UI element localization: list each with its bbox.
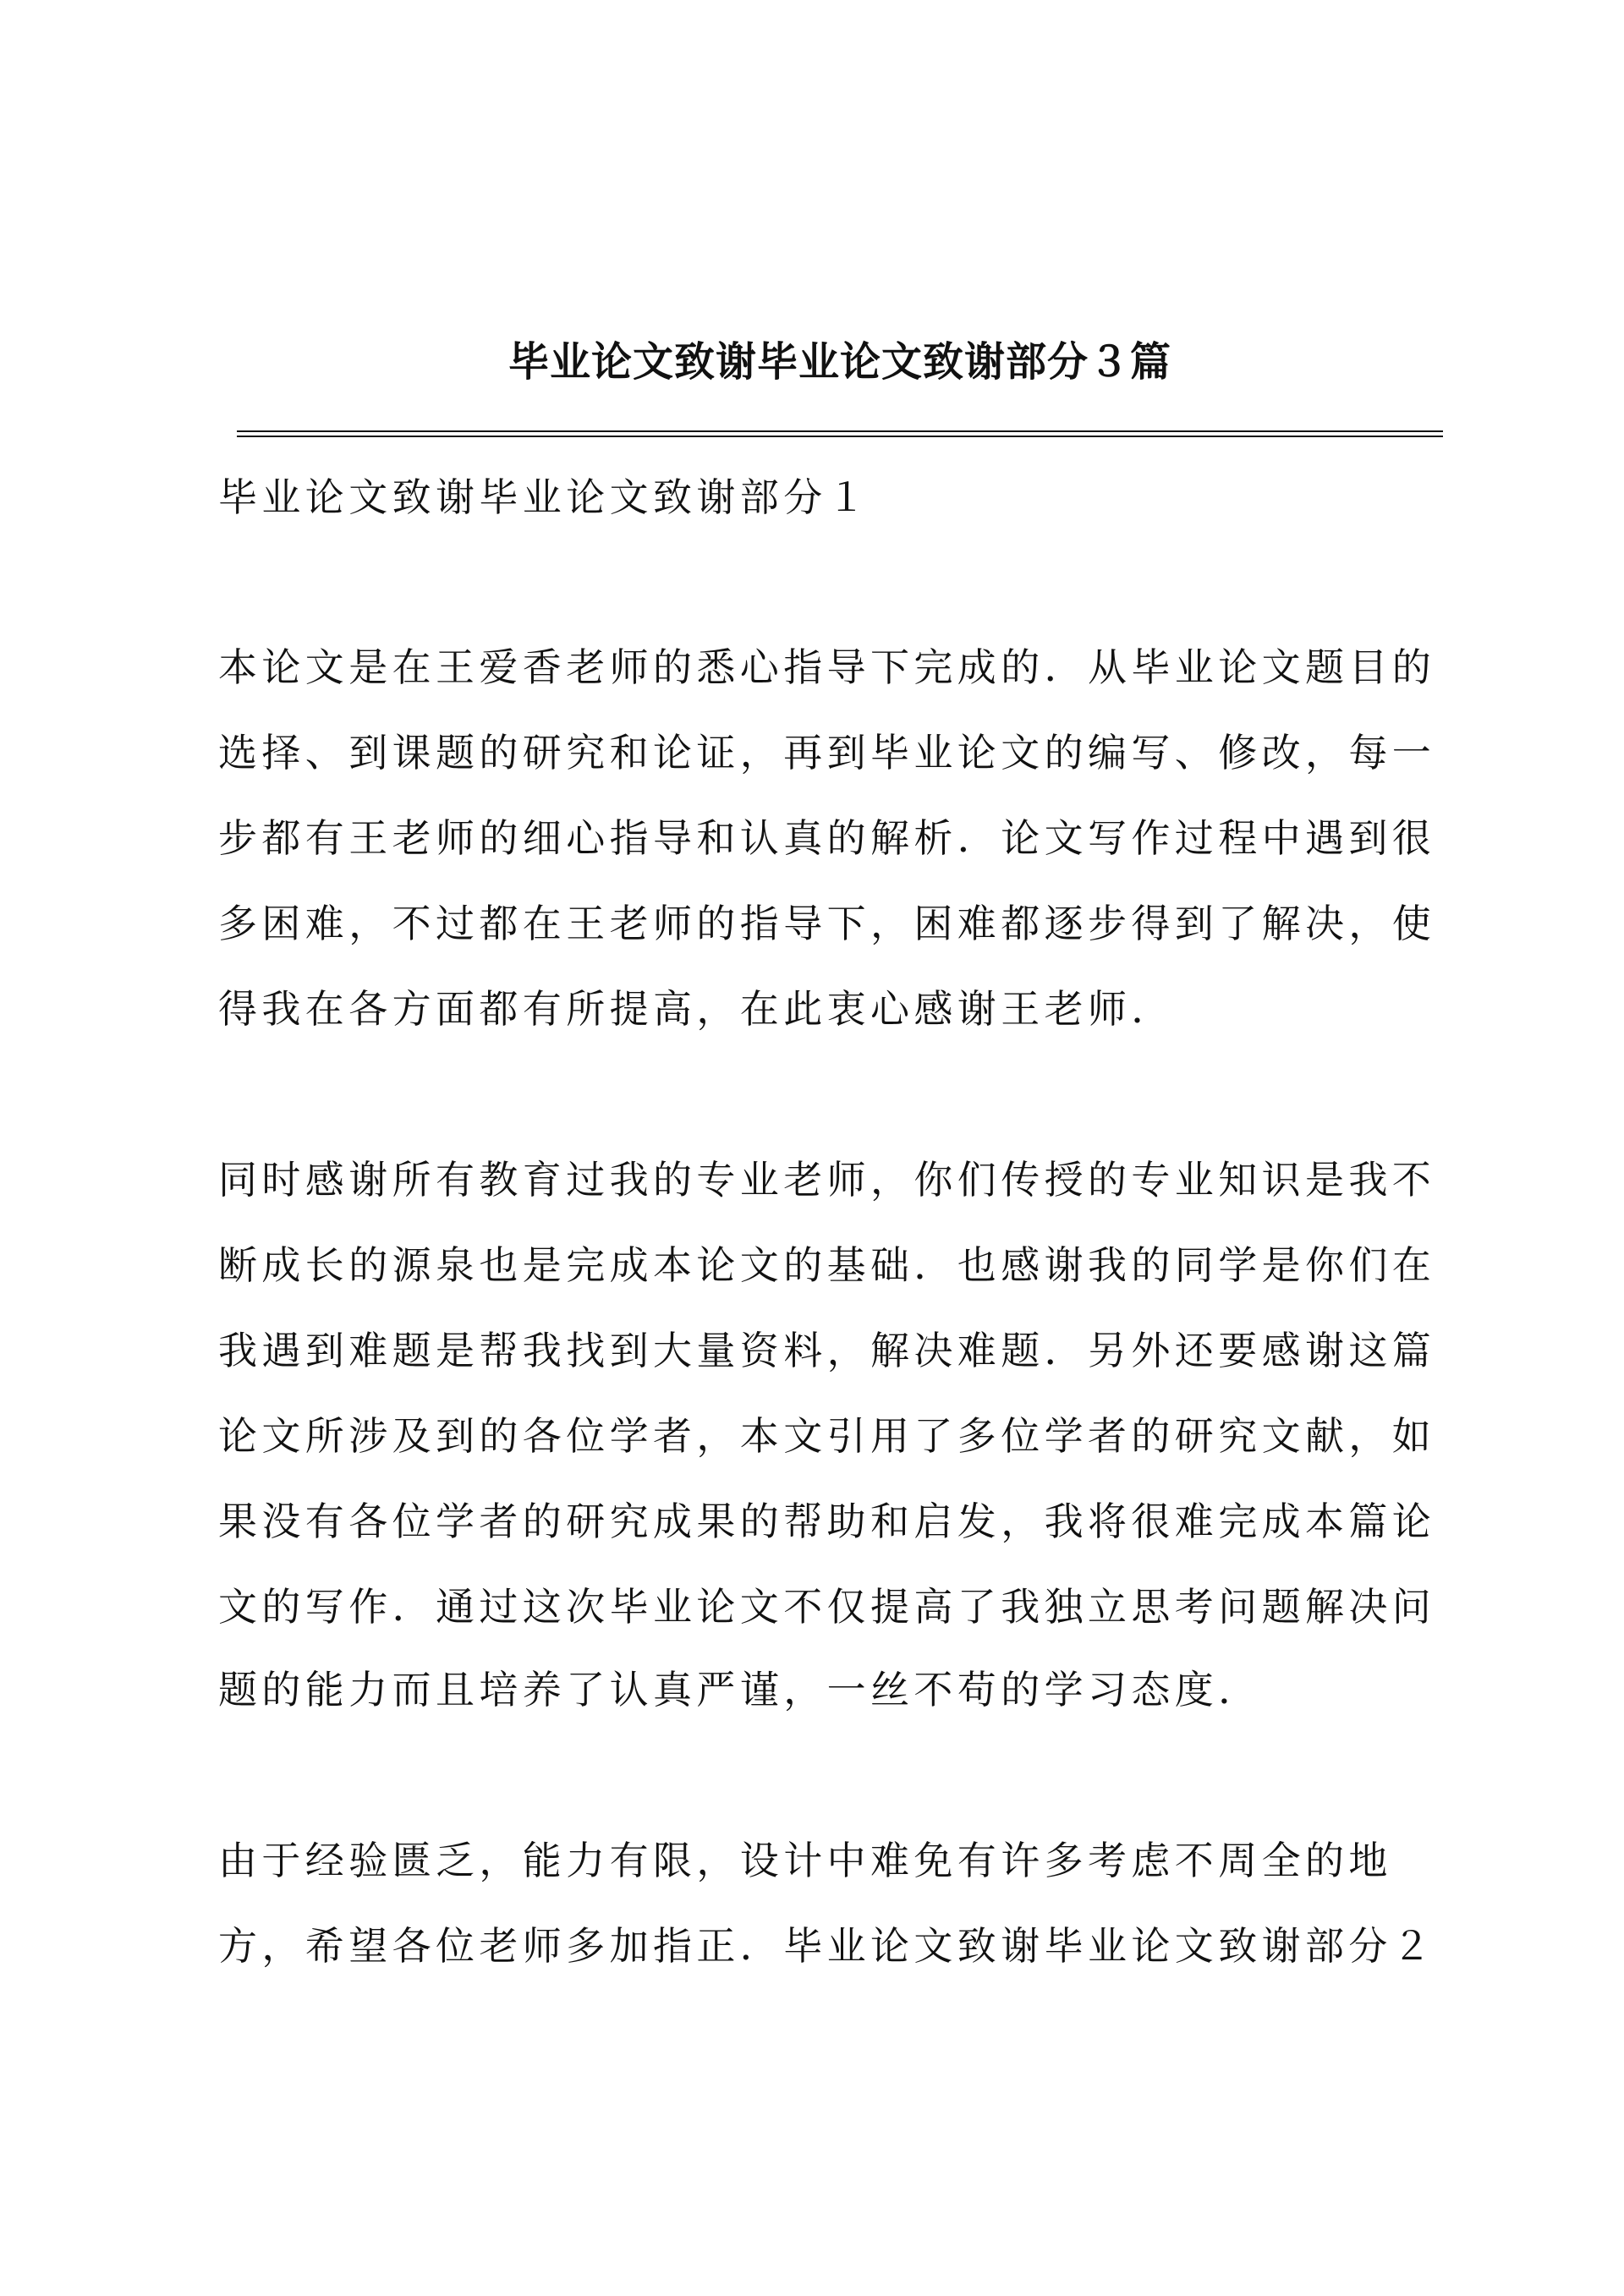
paragraph-line: 论文所涉及到的各位学者，本文引用了多位学者的研究文献，如	[218, 1413, 1436, 1459]
section-heading: 毕业论文致谢毕业论文致谢部分１	[218, 474, 870, 520]
paragraph-line: 方，希望各位老师多加指正．毕业论文致谢毕业论文致谢部分２	[218, 1923, 1436, 1969]
paragraph-line: 选择、到课题的研究和论证，再到毕业论文的编写、修改，每一	[218, 730, 1436, 775]
paragraph-line: 我遇到难题是帮我找到大量资料，解决难题．另外还要感谢这篇	[218, 1328, 1436, 1373]
paragraph-line: 多困难，不过都在王老师的指导下，困难都逐步得到了解决，使	[218, 901, 1436, 946]
paragraph-line: 果没有各位学者的研究成果的帮助和启发，我将很难完成本篇论	[218, 1499, 1436, 1544]
paragraph-line: 本论文是在王爱香老师的悉心指导下完成的．从毕业论文题目的	[218, 644, 1436, 690]
paragraph-line: 得我在各方面都有所提高，在此衷心感谢王老师．	[218, 986, 1175, 1032]
paragraph-line: 题的能力而且培养了认真严谨，一丝不苟的学习态度．	[218, 1667, 1262, 1712]
title-double-rule-bottom	[237, 436, 1443, 437]
paragraph-line: 同时感谢所有教育过我的专业老师，你们传授的专业知识是我不	[218, 1157, 1436, 1203]
document-title: 毕业论文致谢毕业论文致谢部分３篇	[508, 338, 1171, 386]
paragraph-line: 断成长的源泉也是完成本论文的基础．也感谢我的同学是你们在	[218, 1242, 1436, 1288]
title-double-rule-top	[237, 430, 1443, 432]
paragraph-line: 由于经验匮乏，能力有限，设计中难免有许多考虑不周全的地	[218, 1838, 1392, 1883]
paragraph-line: 文的写作．通过这次毕业论文不仅提高了我独立思考问题解决问	[218, 1584, 1436, 1630]
paragraph-line: 步都有王老师的细心指导和认真的解析．论文写作过程中遇到很	[218, 815, 1436, 861]
